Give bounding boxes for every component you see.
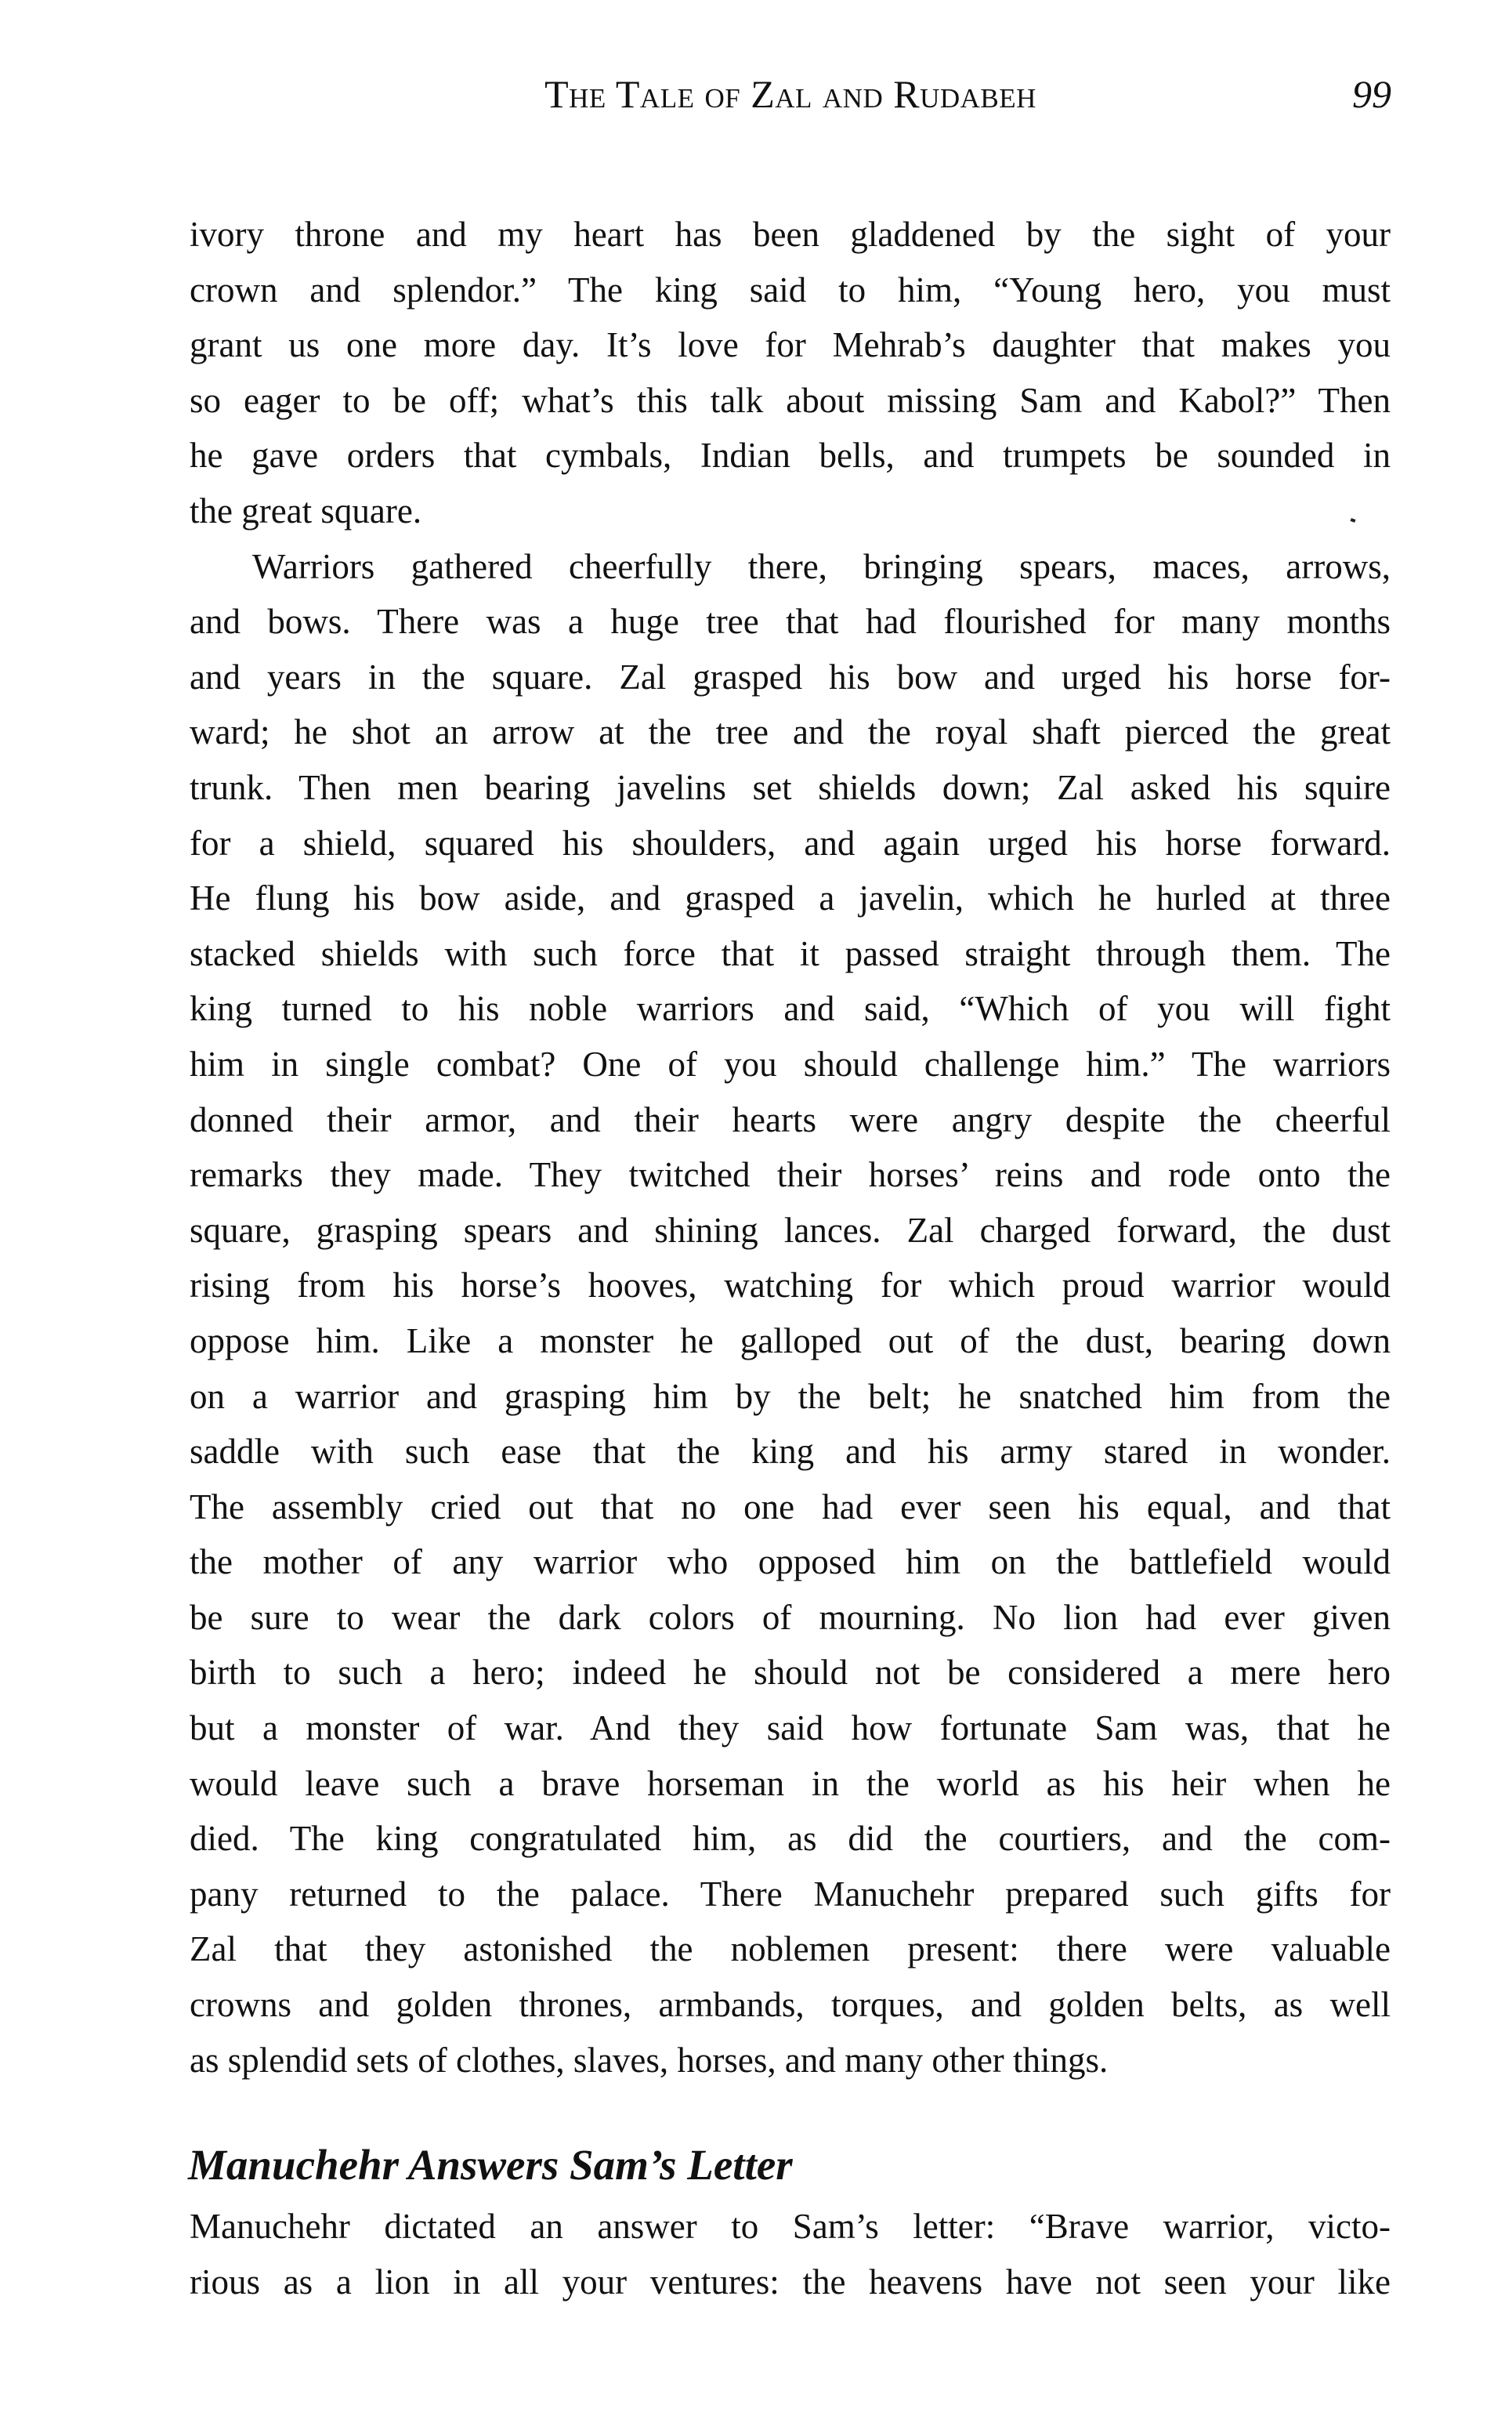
text-line: rious as a lion in all your ventures: the heavens have not seen your like: [190, 2262, 1391, 2302]
section-paragraph: [190, 2199, 1391, 2309]
text-line: died. The king congratulated him, as did the courtiers, and the com-: [190, 1819, 1391, 1859]
text-line: the mother of any warrior who opposed him on the battlefield would: [190, 1542, 1391, 1582]
text-line: him in single combat? One of you should challenge him.” The warriors: [190, 1044, 1391, 1084]
section-heading: Manuchehr Answers Sam’s Letter: [188, 2141, 793, 2189]
text-line: The assembly cried out that no one had ever seen his equal, and that: [190, 1487, 1391, 1527]
running-title: The Tale of Zal and Rudabeh: [544, 72, 1036, 116]
text-line: ward; he shot an arrow at the tree and the royal shaft pierced the great: [190, 712, 1391, 752]
text-line: on a warrior and grasping him by the belt; he snatched him from the: [190, 1376, 1391, 1416]
text-line: be sure to wear the dark colors of mourning. No lion had ever given: [190, 1597, 1391, 1637]
text-line: oppose him. Like a monster he galloped out of the dust, bearing down: [190, 1320, 1391, 1360]
text-line: crowns and golden thrones, armbands, torques, and golden belts, as well: [190, 1985, 1391, 2025]
page-number: 99: [1352, 72, 1391, 116]
text-line: Manuchehr dictated an answer to Sam’s letter: “Brave warrior, victo-: [190, 2207, 1391, 2246]
paragraph-1: [190, 207, 1391, 539]
text-line: crown and splendor.” The king said to him, “Young hero, you must: [190, 270, 1391, 310]
text-line: birth to such a hero; indeed he should not be considered a mere hero: [190, 1653, 1391, 1693]
text-line: pany returned to the palace. There Manuchehr prepared such gifts for: [190, 1874, 1391, 1914]
running-head: [190, 72, 1391, 116]
text-line: ivory throne and my heart has been gladdened by the sight of your: [190, 215, 1391, 254]
text-line: Warriors gathered cheerfully there, bringing spears, maces, arrows,: [252, 546, 1391, 586]
text-line: remarks they made. They twitched their horses’ reins and rode onto the: [190, 1155, 1391, 1195]
text-line: he gave orders that cymbals, Indian bells, and trumpets be sounded in: [190, 436, 1391, 476]
text-line: rising from his horse’s hooves, watching for which proud warrior would: [190, 1266, 1391, 1306]
text-line: stacked shields with such force that it passed straight through them. The: [190, 933, 1391, 973]
text-line: king turned to his noble warriors and said, “Which of you will fight: [190, 989, 1391, 1029]
text-line: and years in the square. Zal grasped his bow and urged his horse for-: [190, 657, 1391, 697]
text-line: so eager to be off; what’s this talk about missing Sam and Kabol?” Then: [190, 380, 1391, 420]
text-line: square, grasping spears and shining lances. Zal charged forward, the dust: [190, 1210, 1391, 1250]
paragraph-2: [190, 539, 1391, 2088]
text-line: but a monster of war. And they said how fortunate Sam was, that he: [190, 1708, 1391, 1748]
text-line: donned their armor, and their hearts were angry despite the cheerful: [190, 1099, 1391, 1139]
text-line: as splendid sets of clothes, slaves, horses, and many other things.: [190, 2040, 1109, 2080]
text-line: and bows. There was a huge tree that had flourished for many months: [190, 602, 1391, 642]
text-line: Zal that they astonished the noblemen present: there were valuable: [190, 1929, 1391, 1969]
text-line: the great square.: [190, 491, 422, 531]
text-line: trunk. Then men bearing javelins set shields down; Zal asked his squire: [190, 767, 1391, 807]
text-line: for a shield, squared his shoulders, and again urged his horse forward.: [190, 823, 1391, 863]
text-line: saddle with such ease that the king and his army stared in wonder.: [190, 1432, 1391, 1472]
text-line: grant us one more day. It’s love for Mehrab’s daughter that makes you: [190, 325, 1391, 365]
text-line: He flung his bow aside, and grasped a javelin, which he hurled at three: [190, 878, 1391, 918]
text-line: would leave such a brave horseman in the world as his heir when he: [190, 1763, 1391, 1803]
